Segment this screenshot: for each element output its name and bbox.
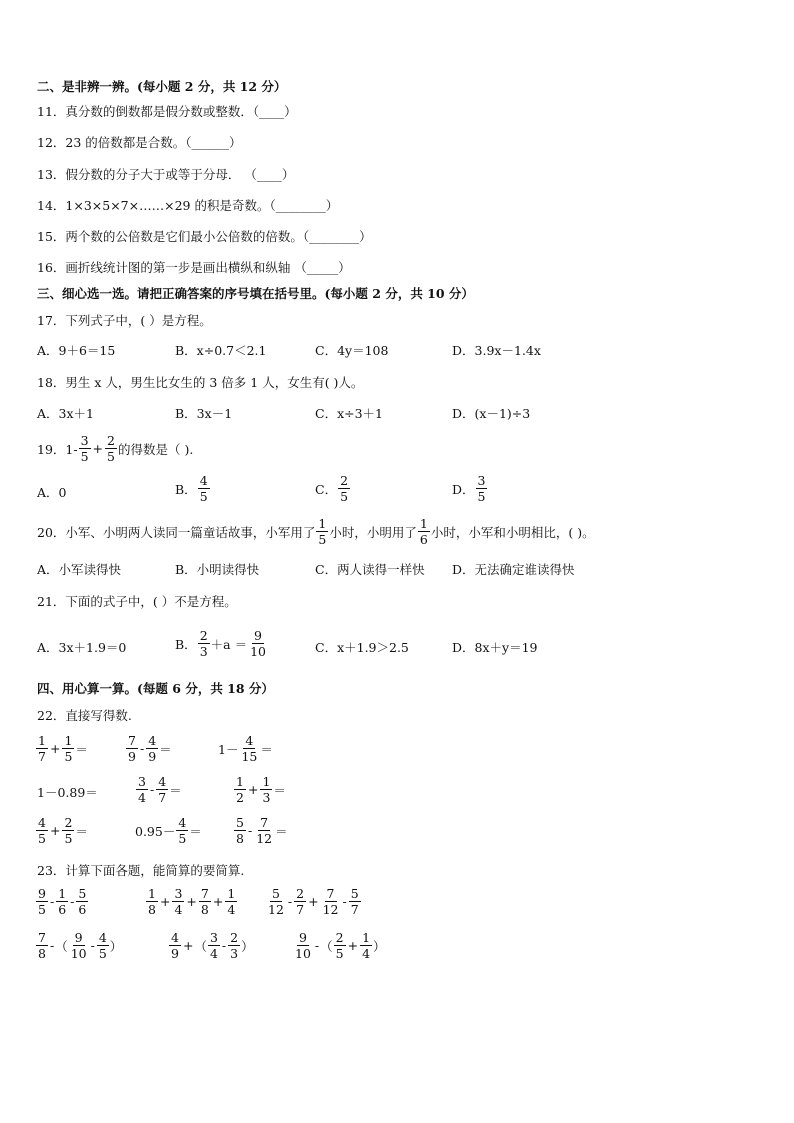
- numerator: 9: [38, 886, 46, 901]
- fraction: [208, 930, 220, 961]
- expression-text: ）: [241, 938, 254, 954]
- expression-text: （: [55, 938, 68, 954]
- denominator: 5: [318, 532, 327, 547]
- denominator: 5: [340, 489, 349, 504]
- numerator: 4: [199, 473, 208, 488]
- fraction: [97, 930, 109, 961]
- expression-text: 1－: [218, 741, 239, 757]
- denominator: 4: [174, 902, 183, 917]
- fraction: [36, 930, 48, 961]
- question-14: 14．1×3×5×7×……×29 的积是奇数。（________）: [37, 198, 339, 213]
- numerator: 2: [335, 930, 344, 945]
- numerator: 7: [38, 930, 46, 945]
- numerator: 9: [254, 628, 262, 643]
- fraction: [476, 473, 488, 504]
- denominator: 5: [199, 489, 208, 504]
- question-11: 11．真分数的倒数都是假分数或整数．（____）: [37, 104, 297, 119]
- question-22-stem: 22．直接写得数.: [37, 708, 132, 723]
- denominator: 5: [107, 449, 115, 464]
- expression-text: B．: [175, 481, 197, 497]
- expression-text: 0.95－: [135, 823, 176, 839]
- denominator: 5: [64, 831, 73, 846]
- denominator: 8: [38, 946, 46, 961]
- expression-text: C．: [315, 481, 338, 497]
- numerator: 1: [38, 733, 46, 748]
- q17-option-c: C．4y＝108: [315, 343, 389, 358]
- fraction: [156, 774, 168, 805]
- q21-option-d: D．8x＋y＝19: [452, 640, 538, 655]
- expression-text: -: [139, 741, 145, 756]
- fraction: [294, 886, 306, 917]
- expression-text: -: [70, 894, 75, 909]
- question-18-stem: 18．男生 x 人，男生比女生的 3 倍多 1 人，女生有( )人。: [37, 375, 364, 390]
- fraction: [199, 886, 211, 917]
- denominator: 7: [296, 902, 305, 917]
- q22-item-5: [135, 774, 182, 805]
- numerator: 3: [80, 433, 89, 448]
- numerator: 2: [296, 886, 305, 901]
- fraction: [172, 886, 184, 917]
- q21-option-a: A．3x＋1.9＝0: [37, 640, 127, 655]
- numerator: 2: [230, 930, 239, 945]
- denominator: 3: [262, 790, 271, 805]
- fraction: [146, 886, 158, 917]
- q19-option-d: [452, 473, 488, 504]
- expression-text: -: [247, 823, 253, 838]
- denominator: 10: [250, 644, 266, 659]
- numerator: 4: [178, 815, 187, 830]
- fraction: [418, 516, 430, 547]
- expression-text: +: [212, 894, 224, 909]
- q17-option-d: D．3.9x－1.4x: [452, 343, 541, 358]
- q22-item-4: 1－0.89＝: [37, 785, 98, 800]
- expression-text: +: [247, 782, 259, 797]
- numerator: 1: [318, 516, 327, 531]
- expression-text: ＝: [260, 741, 273, 757]
- numerator: 7: [200, 886, 209, 901]
- fraction: [266, 886, 286, 917]
- numerator: 5: [78, 886, 87, 901]
- q20-option-c: C．两人读得一样快: [315, 562, 425, 577]
- q19-option-b: [175, 473, 211, 504]
- denominator: 5: [38, 831, 46, 846]
- denominator: 3: [230, 946, 239, 961]
- numerator: 4: [158, 774, 167, 789]
- fraction: [198, 628, 210, 659]
- expression-text: -: [90, 938, 95, 953]
- numerator: 1: [262, 774, 271, 789]
- q19-prefix: 19．1-: [37, 441, 78, 457]
- fraction: [316, 516, 328, 547]
- numerator: 4: [38, 815, 46, 830]
- denominator: 15: [241, 749, 258, 764]
- q23-item-1: [35, 886, 89, 917]
- q22-item-3: [218, 733, 273, 764]
- denominator: 8: [148, 902, 156, 917]
- q22-item-7: [35, 815, 88, 846]
- numerator: 1: [58, 886, 67, 901]
- numerator: 7: [128, 733, 136, 748]
- denominator: 4: [362, 946, 371, 961]
- q20-option-b: B．小明读得快: [175, 562, 260, 577]
- numerator: 1: [362, 930, 371, 945]
- numerator: 4: [98, 930, 107, 945]
- q21-option-c: C．x＋1.9＞2.5: [315, 640, 409, 655]
- denominator: 7: [158, 790, 167, 805]
- denominator: 9: [128, 749, 136, 764]
- denominator: 12: [268, 902, 284, 917]
- plus-sign: +: [92, 441, 104, 456]
- expression-text: 小时，小军和小明相比，( )。: [430, 524, 595, 540]
- expression-text: +: [186, 894, 197, 909]
- fraction: [228, 930, 240, 961]
- numerator: 1: [236, 774, 244, 789]
- denominator: 6: [58, 902, 67, 917]
- question-21-stem: 21．下面的式子中，( ）不是方程。: [37, 594, 237, 609]
- denominator: 8: [236, 831, 244, 846]
- denominator: 5: [178, 831, 187, 846]
- q22-item-2: [125, 733, 172, 764]
- numerator: 7: [260, 815, 269, 830]
- fraction: [126, 733, 138, 764]
- numerator: 3: [209, 930, 218, 945]
- question-13: 13．假分数的分子大于或等于分母． （____）: [37, 167, 295, 182]
- fraction: [239, 733, 259, 764]
- denominator: 5: [64, 749, 73, 764]
- numerator: 7: [326, 886, 335, 901]
- denominator: 7: [350, 902, 359, 917]
- q22-item-8: [135, 815, 202, 846]
- numerator: 5: [271, 886, 280, 901]
- denominator: 6: [419, 532, 428, 547]
- denominator: 5: [80, 449, 89, 464]
- expression-text: B．: [175, 636, 197, 652]
- expression-text: ＝: [169, 782, 182, 798]
- numerator: 4: [245, 733, 254, 748]
- question-23-stem: 23．计算下面各题，能简算的要简算.: [37, 863, 245, 878]
- denominator: 8: [200, 902, 209, 917]
- fraction: [76, 886, 88, 917]
- q18-option-b: B．3x－1: [175, 406, 233, 421]
- q19-option-c: [315, 473, 351, 504]
- expression-text: +: [49, 823, 61, 838]
- question-17-stem: 17．下列式子中，( ）是方程。: [37, 313, 212, 328]
- expression-text: 小时，小明用了: [329, 524, 417, 540]
- expression-text: （: [194, 938, 207, 954]
- question-15: 15．两个数的公倍数是它们最小公倍数的倍数。（________）: [37, 229, 372, 244]
- question-12: 12．23 的倍数都是合数。（______）: [37, 135, 242, 150]
- expression-text: -: [287, 894, 293, 909]
- q23-item-2: [145, 886, 238, 917]
- denominator: 10: [295, 946, 311, 961]
- numerator: 3: [477, 473, 486, 488]
- denominator: 3: [199, 644, 208, 659]
- q22-item-1: [35, 733, 88, 764]
- expression-text: -: [221, 938, 227, 953]
- question-20-stem: [37, 516, 595, 547]
- fraction: [36, 815, 48, 846]
- expression-text: （: [320, 938, 333, 954]
- expression-text: +: [49, 741, 61, 756]
- denominator: 2: [236, 790, 244, 805]
- numerator: 1: [419, 516, 428, 531]
- numerator: 2: [107, 433, 115, 448]
- fraction: [36, 886, 48, 917]
- fraction: [234, 815, 246, 846]
- expression-text: ＋a ＝: [210, 636, 248, 652]
- fraction: [146, 733, 158, 764]
- fraction: [176, 815, 188, 846]
- numerator: 2: [64, 815, 73, 830]
- fraction: [62, 733, 74, 764]
- denominator: 4: [138, 790, 146, 805]
- numerator: 1: [64, 733, 73, 748]
- fraction: [136, 774, 148, 805]
- q19-option-a: A．0: [37, 485, 67, 500]
- expression-text: ）: [109, 938, 123, 954]
- fraction: [234, 774, 246, 805]
- numerator: 2: [199, 628, 208, 643]
- numerator: 3: [138, 774, 146, 789]
- denominator: 4: [209, 946, 218, 961]
- expression-text: -: [49, 894, 55, 909]
- numerator: 3: [174, 886, 183, 901]
- numerator: 1: [227, 886, 236, 901]
- expression-text: ）: [373, 938, 386, 954]
- expression-text: -: [149, 782, 155, 797]
- expression-text: +: [159, 894, 171, 909]
- denominator: 9: [171, 946, 179, 961]
- q22-item-6: [233, 774, 286, 805]
- expression-text: ＝: [75, 823, 88, 839]
- numerator: 9: [74, 930, 83, 945]
- denominator: 5: [477, 489, 486, 504]
- fraction: [260, 774, 272, 805]
- expression-text: 20．小军、小明两人读同一篇童话故事，小军用了: [37, 524, 316, 540]
- numerator: 5: [350, 886, 359, 901]
- numerator: 5: [236, 815, 244, 830]
- fraction: [105, 433, 117, 464]
- numerator: 9: [298, 930, 307, 945]
- fraction: [338, 473, 350, 504]
- expression-text: +: [347, 938, 359, 953]
- expression-text: ＝: [189, 823, 202, 839]
- q20-option-d: D．无法确定谁读得快: [452, 562, 575, 577]
- denominator: 5: [335, 946, 344, 961]
- numerator: 4: [171, 930, 179, 945]
- q23-item-4: [35, 930, 122, 961]
- q18-option-d: D．(x－1)÷3: [452, 406, 531, 421]
- q22-item-9: [233, 815, 288, 846]
- expression-text: ＝: [159, 741, 172, 757]
- fraction: [79, 433, 91, 464]
- q18-option-c: C．x÷3＋1: [315, 406, 383, 421]
- q23-item-6: [292, 930, 386, 961]
- fraction: [36, 733, 48, 764]
- denominator: 10: [70, 946, 87, 961]
- fraction: [254, 815, 274, 846]
- denominator: 5: [98, 946, 107, 961]
- fraction: [69, 930, 89, 961]
- denominator: 7: [38, 749, 46, 764]
- expression-text: ＝: [273, 782, 286, 798]
- denominator: 5: [38, 902, 46, 917]
- fraction: [169, 930, 181, 961]
- q21-option-b: [175, 628, 269, 659]
- fraction: [198, 473, 210, 504]
- question-16: 16．画折线统计图的第一步是画出横纵和纵轴 （_____）: [37, 260, 351, 275]
- numerator: 1: [148, 886, 156, 901]
- expression-text: D．: [452, 481, 475, 497]
- q20-option-a: A．小军读得快: [37, 562, 122, 577]
- denominator: 4: [227, 902, 236, 917]
- expression-text: -: [49, 938, 55, 953]
- fraction: [56, 886, 68, 917]
- section-4-heading: 四、用心算一算。(每题 6 分，共 18 分）: [37, 681, 274, 696]
- fraction: [225, 886, 237, 917]
- denominator: 12: [256, 831, 273, 846]
- expression-text: -: [314, 938, 320, 953]
- fraction: [360, 930, 372, 961]
- fraction: [248, 628, 268, 659]
- q19-suffix: 的得数是（ ).: [117, 441, 194, 457]
- fraction: [293, 930, 313, 961]
- section-3-heading: 三、细心选一选。请把正确答案的序号填在括号里。(每小题 2 分，共 10 分）: [37, 286, 474, 301]
- q17-option-b: B．x÷0.7＜2.1: [175, 343, 267, 358]
- denominator: 9: [148, 749, 157, 764]
- q23-item-3: [265, 886, 362, 917]
- numerator: 4: [148, 733, 157, 748]
- q18-option-a: A．3x＋1: [37, 406, 94, 421]
- denominator: 12: [322, 902, 339, 917]
- expression-text: ＝: [75, 741, 88, 757]
- expression-text: +: [308, 894, 319, 909]
- denominator: 6: [78, 902, 87, 917]
- question-19-stem: [37, 433, 193, 464]
- q23-item-5: [168, 930, 254, 961]
- expression-text: -: [342, 894, 347, 909]
- numerator: 2: [340, 473, 349, 488]
- fraction: [349, 886, 361, 917]
- q17-option-a: A．9＋6＝15: [37, 343, 116, 358]
- fraction: [62, 815, 74, 846]
- fraction: [321, 886, 341, 917]
- expression-text: ＝: [275, 823, 288, 839]
- fraction: [334, 930, 346, 961]
- expression-text: +: [182, 938, 194, 953]
- section-2-heading: 二、是非辨一辨。(每小题 2 分，共 12 分）: [37, 79, 287, 94]
